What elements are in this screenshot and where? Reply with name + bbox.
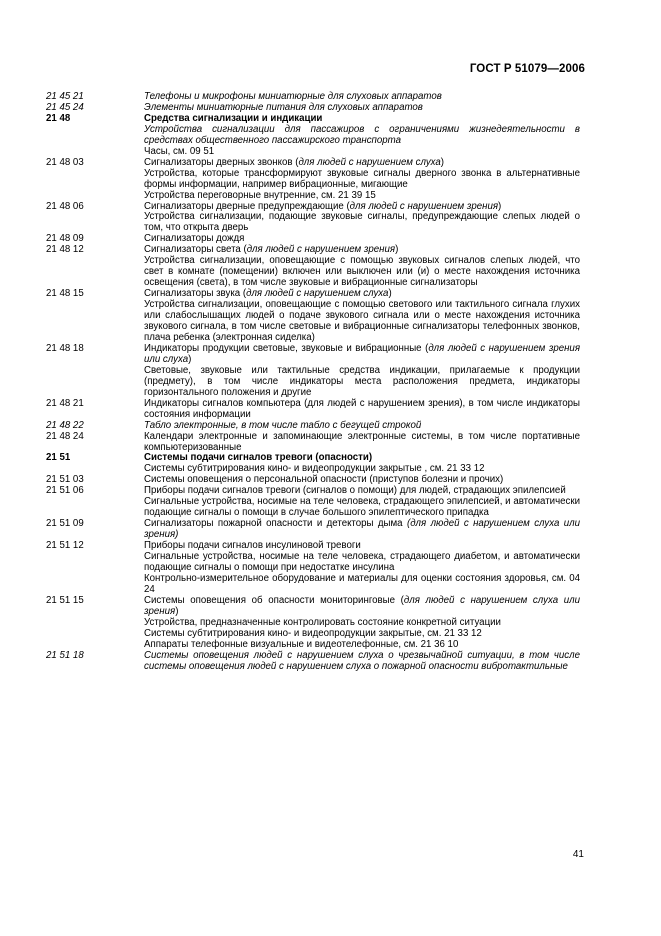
- entry-title: [144, 651, 580, 673]
- text-segment: Контрольно-измерительное оборудование и материалы для оценки состояния здоровья, см. 04 24: [144, 572, 580, 595]
- entry-description: [144, 169, 580, 191]
- entry-code: 21 51: [46, 452, 71, 464]
- entry-code: 21 51 09: [46, 518, 84, 530]
- classification-entry: [46, 289, 580, 344]
- page-number: 41: [572, 849, 584, 860]
- text-segment: Сигнальные устройства, носимые на теле человека, страдающего диабетом, и автоматически подающие сигналы о помощи при недостатке инсулина: [144, 551, 580, 573]
- text-segment: Устройства сигнализации, оповещающие с помощью светового или тактильного сигнала глухих или слабослышащих людей о подаче звукового сигнала или о месте нахождения источника звукового сигнала, в том числе световые и вибрационные сигнализаторы телефонных звонков, плача ребенка (электронная сиделка): [144, 299, 580, 343]
- text-segment: Сигнализаторы дождя: [144, 233, 245, 245]
- entry-code: 21 45 24: [46, 101, 84, 113]
- entry-body: [144, 596, 580, 651]
- text-segment: для людей с нарушением слуха или зрения: [144, 594, 580, 617]
- entry-code: 21 48 24: [46, 430, 84, 442]
- text-segment: ): [175, 605, 179, 617]
- entry-title: [144, 399, 580, 421]
- entry-code: 21 51 03: [46, 474, 84, 486]
- entry-code: 21 51 15: [46, 594, 84, 606]
- text-segment: Индикаторы продукции световые, звуковые и вибрационные (: [144, 342, 429, 354]
- entry-body: [144, 158, 580, 202]
- text-segment: Устройства сигнализации, оповещающие с помощью звуковых сигналов слепых людей, что свет в комнате (помещении) включен или выключен или (и) о месте нахождения источника освещения (света), в том числе звуковые и вибрационные сигнализаторы: [144, 255, 580, 289]
- entry-body: [144, 486, 580, 519]
- classification-entry: [46, 486, 580, 519]
- entry-body: [144, 289, 580, 344]
- text-segment: для людей с нарушением зрения: [246, 244, 396, 256]
- text-segment: Устройства переговорные внутренние, см. 21 39 15: [144, 189, 376, 201]
- text-segment: Сигнализаторы звука (: [144, 288, 247, 300]
- classification-entry: [46, 596, 580, 651]
- classification-entry: [46, 453, 580, 475]
- text-segment: Приборы подачи сигналов инсулиновой тревоги: [144, 540, 361, 552]
- text-segment: ): [498, 200, 502, 212]
- text-segment: Системы подачи сигналов тревоги (опасности): [144, 452, 373, 464]
- entry-description: [144, 497, 580, 519]
- text-segment: Телефоны и микрофоны миниатюрные для слуховых аппаратов: [144, 91, 442, 102]
- classification-entry: [46, 202, 580, 235]
- entry-body: [144, 432, 580, 454]
- entry-code: 21 48 21: [46, 397, 84, 409]
- entry-code: 21 51 06: [46, 485, 84, 497]
- text-segment: Табло электронные, в том числе табло с бегущей строкой: [144, 419, 422, 431]
- entry-body: [144, 399, 580, 421]
- entry-body: [144, 344, 580, 399]
- document-header: ГОСТ Р 51079—2006: [469, 63, 585, 75]
- entry-description: [144, 366, 580, 399]
- text-segment: Элементы миниатюрные питания для слуховых аппаратов: [144, 101, 423, 113]
- entry-description: [144, 300, 580, 344]
- text-segment: ): [388, 288, 392, 300]
- text-segment: ): [395, 244, 399, 256]
- entry-body: [144, 245, 580, 289]
- text-segment: Устройства сигнализации, подающие звуковые сигналы, предупреждающие слепых людей о том, что открыта дверь: [144, 211, 580, 234]
- entry-code: 21 48 06: [46, 200, 84, 212]
- classification-entry: [46, 158, 580, 202]
- classification-entry: [46, 399, 580, 421]
- entry-code: 21 51 12: [46, 540, 84, 552]
- entry-code: 21 48 09: [46, 233, 84, 245]
- entry-body: [144, 519, 580, 541]
- text-segment: Световые, звуковые или тактильные средства индикации, прилагаемые к продукции (предмету), в том числе индикаторы места расположения предмета, индикаторы горизонтального положения и другие: [144, 364, 580, 398]
- entry-code: 21 48 18: [46, 342, 84, 354]
- entry-description: [144, 212, 580, 234]
- text-segment: для людей с нарушением зрения или слуха: [144, 342, 580, 365]
- classification-entry: [46, 519, 580, 541]
- entry-body: [144, 114, 580, 158]
- entry-description: [144, 125, 580, 147]
- text-segment: Аппараты телефонные визуальные и видеотелефонные, см. 21 36 10: [144, 638, 459, 650]
- entry-body: [144, 202, 580, 235]
- classification-list: [46, 92, 580, 673]
- text-segment: Системы субтитрирования кино- и видеопродукции закрытые , см. 21 33 12: [144, 463, 485, 475]
- classification-entry: [46, 245, 580, 289]
- entry-body: [144, 541, 580, 596]
- entry-body: [144, 651, 580, 673]
- text-segment: Сигнальные устройства, носимые на теле человека, страдающего эпилепсией, и автоматически подающие сигналы о помощи в случае большого эпилептического припадка: [144, 496, 580, 519]
- text-segment: для людей с нарушением слуха: [298, 156, 441, 168]
- text-segment: Сигнализаторы пожарной опасности и детекторы дыма: [144, 518, 407, 530]
- entry-code: 21 48 15: [46, 288, 84, 300]
- entry-code: 21 45 21: [46, 91, 84, 102]
- text-segment: (для людей с нарушением слуха или зрения): [144, 518, 580, 541]
- entry-body: [144, 453, 580, 475]
- text-segment: Календари электронные и запоминающие электронные системы, в том числе портативные компьютеризованные: [144, 430, 580, 453]
- entry-description: [144, 256, 580, 289]
- text-segment: Системы оповещения об опасности мониторинговые (: [144, 594, 404, 606]
- entry-title: [144, 519, 580, 541]
- classification-entry: [46, 432, 580, 454]
- entry-code: 21 48 12: [46, 244, 84, 256]
- text-segment: Приборы подачи сигналов тревоги (сигналов о помощи) для людей, страдающих эпилепсией: [144, 485, 566, 497]
- entry-title: [144, 596, 580, 618]
- entry-code: 21 48 22: [46, 419, 84, 431]
- text-segment: Устройства сигнализации для пассажиров с ограничениями жизнедеятельности в средствах общественного пассажирского транспорта: [144, 123, 580, 146]
- text-segment: Индикаторы сигналов компьютера (для людей с нарушением зрения), в том числе индикаторы состояния информации: [144, 397, 580, 420]
- text-segment: Часы, см. 09 51: [144, 145, 215, 157]
- text-segment: ): [440, 156, 445, 168]
- entry-description: [144, 574, 580, 596]
- classification-entry: [46, 651, 580, 673]
- text-segment: Сигнализаторы дверные предупреждающие (: [144, 200, 350, 212]
- text-segment: Сигнализаторы света (: [144, 244, 247, 256]
- classification-entry: [46, 114, 580, 158]
- entry-title: [144, 432, 580, 454]
- entry-description: [144, 552, 580, 574]
- text-segment: Устройства, предназначенные контролировать состояние конкретной ситуации: [144, 616, 501, 628]
- entry-code: 21 48: [46, 112, 71, 124]
- classification-entry: [46, 541, 580, 596]
- text-segment: Системы оповещения о персональной опасности (приступов болезни и прочих): [144, 474, 504, 486]
- entry-title: [144, 344, 580, 366]
- text-segment: Сигнализаторы дверных звонков (: [144, 156, 299, 168]
- text-segment: ): [188, 353, 192, 365]
- text-segment: для людей с нарушением зрения: [349, 200, 499, 212]
- classification-entry: [46, 344, 580, 399]
- text-segment: Устройства, которые трансформируют звуковые сигналы дверного звонка в альтернативные формы информации, например вибрационные, мигающие: [144, 167, 580, 190]
- text-segment: Системы оповещения людей с нарушением слуха о чрезвычайной ситуации, в том числе системы оповещения людей с нарушением слуха о пожарной опасности вибротактильные: [144, 649, 580, 672]
- entry-code: 21 51 18: [46, 649, 84, 661]
- text-segment: Средства сигнализации и индикации: [144, 112, 323, 124]
- text-segment: для людей с нарушением слуха: [246, 288, 389, 300]
- entry-code: 21 48 03: [46, 156, 84, 168]
- text-segment: Системы субтитрирования кино- и видеопродукции закрытые, см. 21 33 12: [144, 627, 482, 639]
